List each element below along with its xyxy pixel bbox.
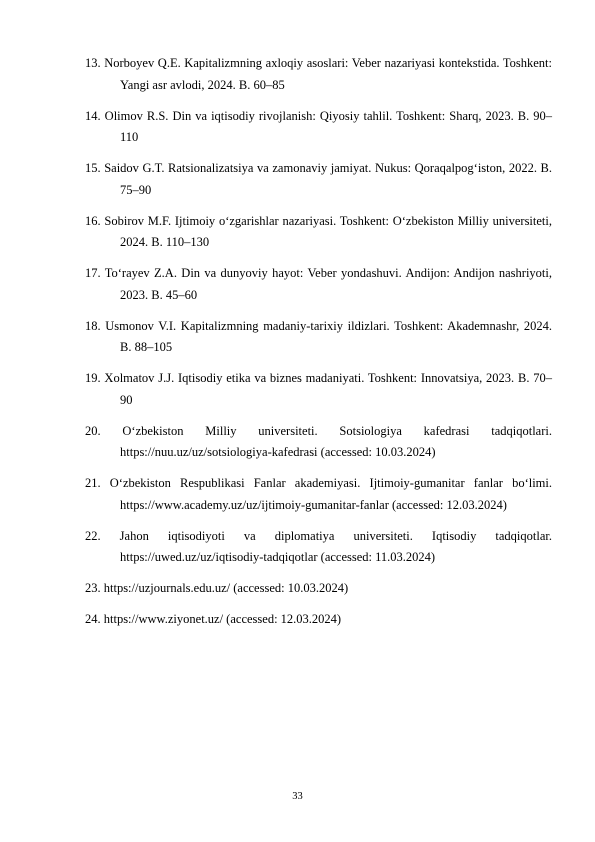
reference-item-13: 13. Norboyev Q.E. Kapitalizmning axloqiy asoslari: Veber nazariyasi kontekstida. Toshkent: Yangi asr avlodi, 2024. B. 60–85	[85, 56, 552, 92]
reference-item-17: 17. To‘rayev Z.A. Din va dunyoviy hayot: Veber yondashuvi. Andijon: Andijon nashriyoti, 2023. B. 45–60	[85, 266, 552, 302]
reference-item-19: 19. Xolmatov J.J. Iqtisodiy etika va biznes madaniyati. Toshkent: Innovatsiya, 2023. B. 70–90	[85, 371, 552, 407]
reference-item-22: 22. Jahon iqtisodiyoti va diplomatiya universiteti. Iqtisodiy tadqiqotlar. https://uwed.uz/uz/iqtisodiy-tadqiqotlar (accessed: 11.03.2024)	[85, 528, 552, 564]
reference-list	[85, 53, 552, 640]
reference-item-23: 23. https://uzjournals.edu.uz/ (accessed: 10.03.2024)	[85, 581, 349, 595]
reference-item-24: 24. https://www.ziyonet.uz/ (accessed: 12.03.2024)	[85, 612, 342, 626]
page-number: 33	[292, 791, 303, 802]
reference-item-15: 15. Saidov G.T. Ratsionalizatsiya va zamonaviy jamiyat. Nukus: Qoraqalpog‘iston, 2022. B. 75–90	[85, 161, 552, 197]
reference-item-18: 18. Usmonov V.I. Kapitalizmning madaniy-tarixiy ildizlari. Toshkent: Akademnashr, 2024. B. 88–105	[85, 318, 552, 354]
reference-item-20: 20. O‘zbekiston Milliy universiteti. Sotsiologiya kafedrasi tadqiqotlari. https://nuu.uz/uz/sotsiologiya-kafedrasi (accessed: 10.03.2024)	[85, 423, 552, 459]
reference-item-21: 21. O‘zbekiston Respublikasi Fanlar akademiyasi. Ijtimoiy-gumanitar fanlar bo‘limi. https://www.academy.uz/uz/ijtimoiy-gumanitar-fanlar (accessed: 12.03.2024)	[85, 476, 552, 512]
reference-item-16: 16. Sobirov M.F. Ijtimoiy o‘zgarishlar nazariyasi. Toshkent: O‘zbekiston Milliy universiteti, 2024. B. 110–130	[85, 213, 552, 249]
reference-item-14: 14. Olimov R.S. Din va iqtisodiy rivojlanish: Qiyosiy tahlil. Toshkent: Sharq, 2023. B. 90–110	[85, 108, 552, 144]
